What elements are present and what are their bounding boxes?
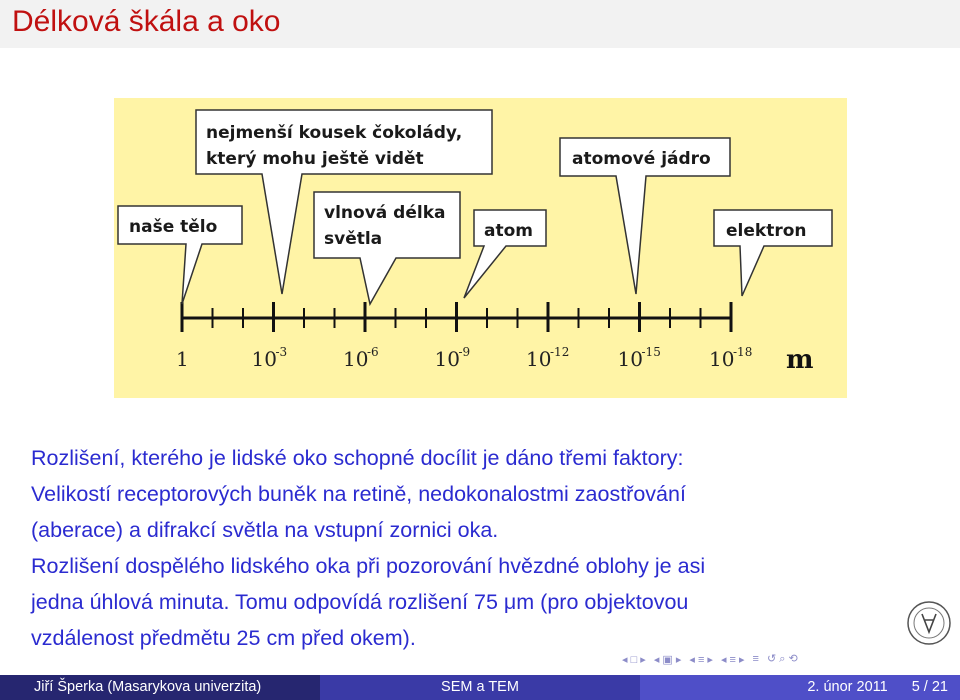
bubble-nucleus-line-1: atomové jádro [572, 149, 711, 169]
nav-align-icon[interactable]: ≡ [752, 653, 759, 665]
body-line-6: vzdálenost předmětu 25 cm před okem). [31, 626, 416, 650]
bubble-chocolate-line-1: nejmenší kousek čokolády, [206, 123, 463, 143]
nav-search-icon[interactable]: ↺ ⌕ ⟲ [766, 653, 798, 665]
tick-label: 10 [617, 347, 643, 371]
bubble-wavelength-line-1: vlnová délka [324, 203, 446, 223]
bubble-electron-line-1: elektron [726, 221, 807, 241]
title-bar [0, 0, 960, 48]
tick-label: 10 [251, 347, 277, 371]
footer [0, 675, 960, 700]
bubble-nucleus [560, 138, 730, 294]
length-scale-svg [114, 98, 847, 398]
bubble-body [118, 206, 242, 304]
bubble-body-line-1: naše tělo [129, 217, 218, 237]
footer-right [640, 675, 960, 700]
navigation-bar [620, 651, 800, 667]
university-seal-icon [906, 600, 952, 646]
footer-author: Jiří Šperka (Masarykova univerzita) [0, 675, 320, 700]
tick-label: 10 [526, 347, 552, 371]
body-line-2: Velikostí receptorových buněk na retině, nedokonalostmi zaostřování [31, 482, 686, 506]
tick-exponent: -18 [733, 345, 753, 359]
bubble-wavelength [314, 192, 460, 304]
footer-page: 5 / 21 [911, 679, 948, 695]
footer-date: 2. únor 2011 [807, 679, 888, 695]
tick-label: 1 [176, 347, 189, 371]
tick-exponent: -12 [550, 345, 570, 359]
tick-exponent: -9 [458, 345, 471, 359]
bubble-atom [464, 210, 546, 298]
tick-label: 10 [343, 347, 369, 371]
length-scale-figure [114, 98, 847, 398]
nav-section-icon[interactable]: ◂ ≡ ▸ [689, 653, 713, 666]
bubble-chocolate-line-2: který mohu ještě vidět [206, 149, 424, 169]
tick-exponent: -3 [275, 345, 288, 359]
bubble-electron [714, 210, 832, 296]
body-line-1: Rozlišení, kterého je lidské oko schopné docílit je dáno třemi faktory: [31, 446, 684, 470]
unit-label: m [786, 345, 814, 375]
footer-course: SEM a TEM [320, 675, 640, 700]
body-line-3: (aberace) a difrakcí světla na vstupní zornici oka. [31, 518, 499, 542]
page-title: Délková škála a oko [12, 5, 281, 38]
tick-labels [176, 345, 752, 371]
bubble-atom-line-1: atom [484, 221, 533, 241]
body-line-4: Rozlišení dospělého lidského oka při pozorování hvězdné oblohy je asi [31, 554, 706, 578]
tick-exponent: -15 [641, 345, 661, 359]
bubble-wavelength-line-2: světla [324, 229, 383, 249]
nav-subsection-icon[interactable]: ◂ ≡ ▸ [720, 653, 745, 666]
body-line-5: jedna úhlová minuta. Tomu odpovídá rozlišení 75 μm (pro objektovou [31, 590, 689, 614]
nav-frame-icon[interactable]: ◂ ▣ ▸ [653, 653, 682, 666]
tick-label: 10 [709, 347, 735, 371]
tick-exponent: -6 [367, 345, 379, 359]
tick-label: 10 [434, 347, 460, 371]
nav-first-icon[interactable]: ◂ □ ▸ [622, 653, 646, 666]
body-text [31, 440, 911, 656]
